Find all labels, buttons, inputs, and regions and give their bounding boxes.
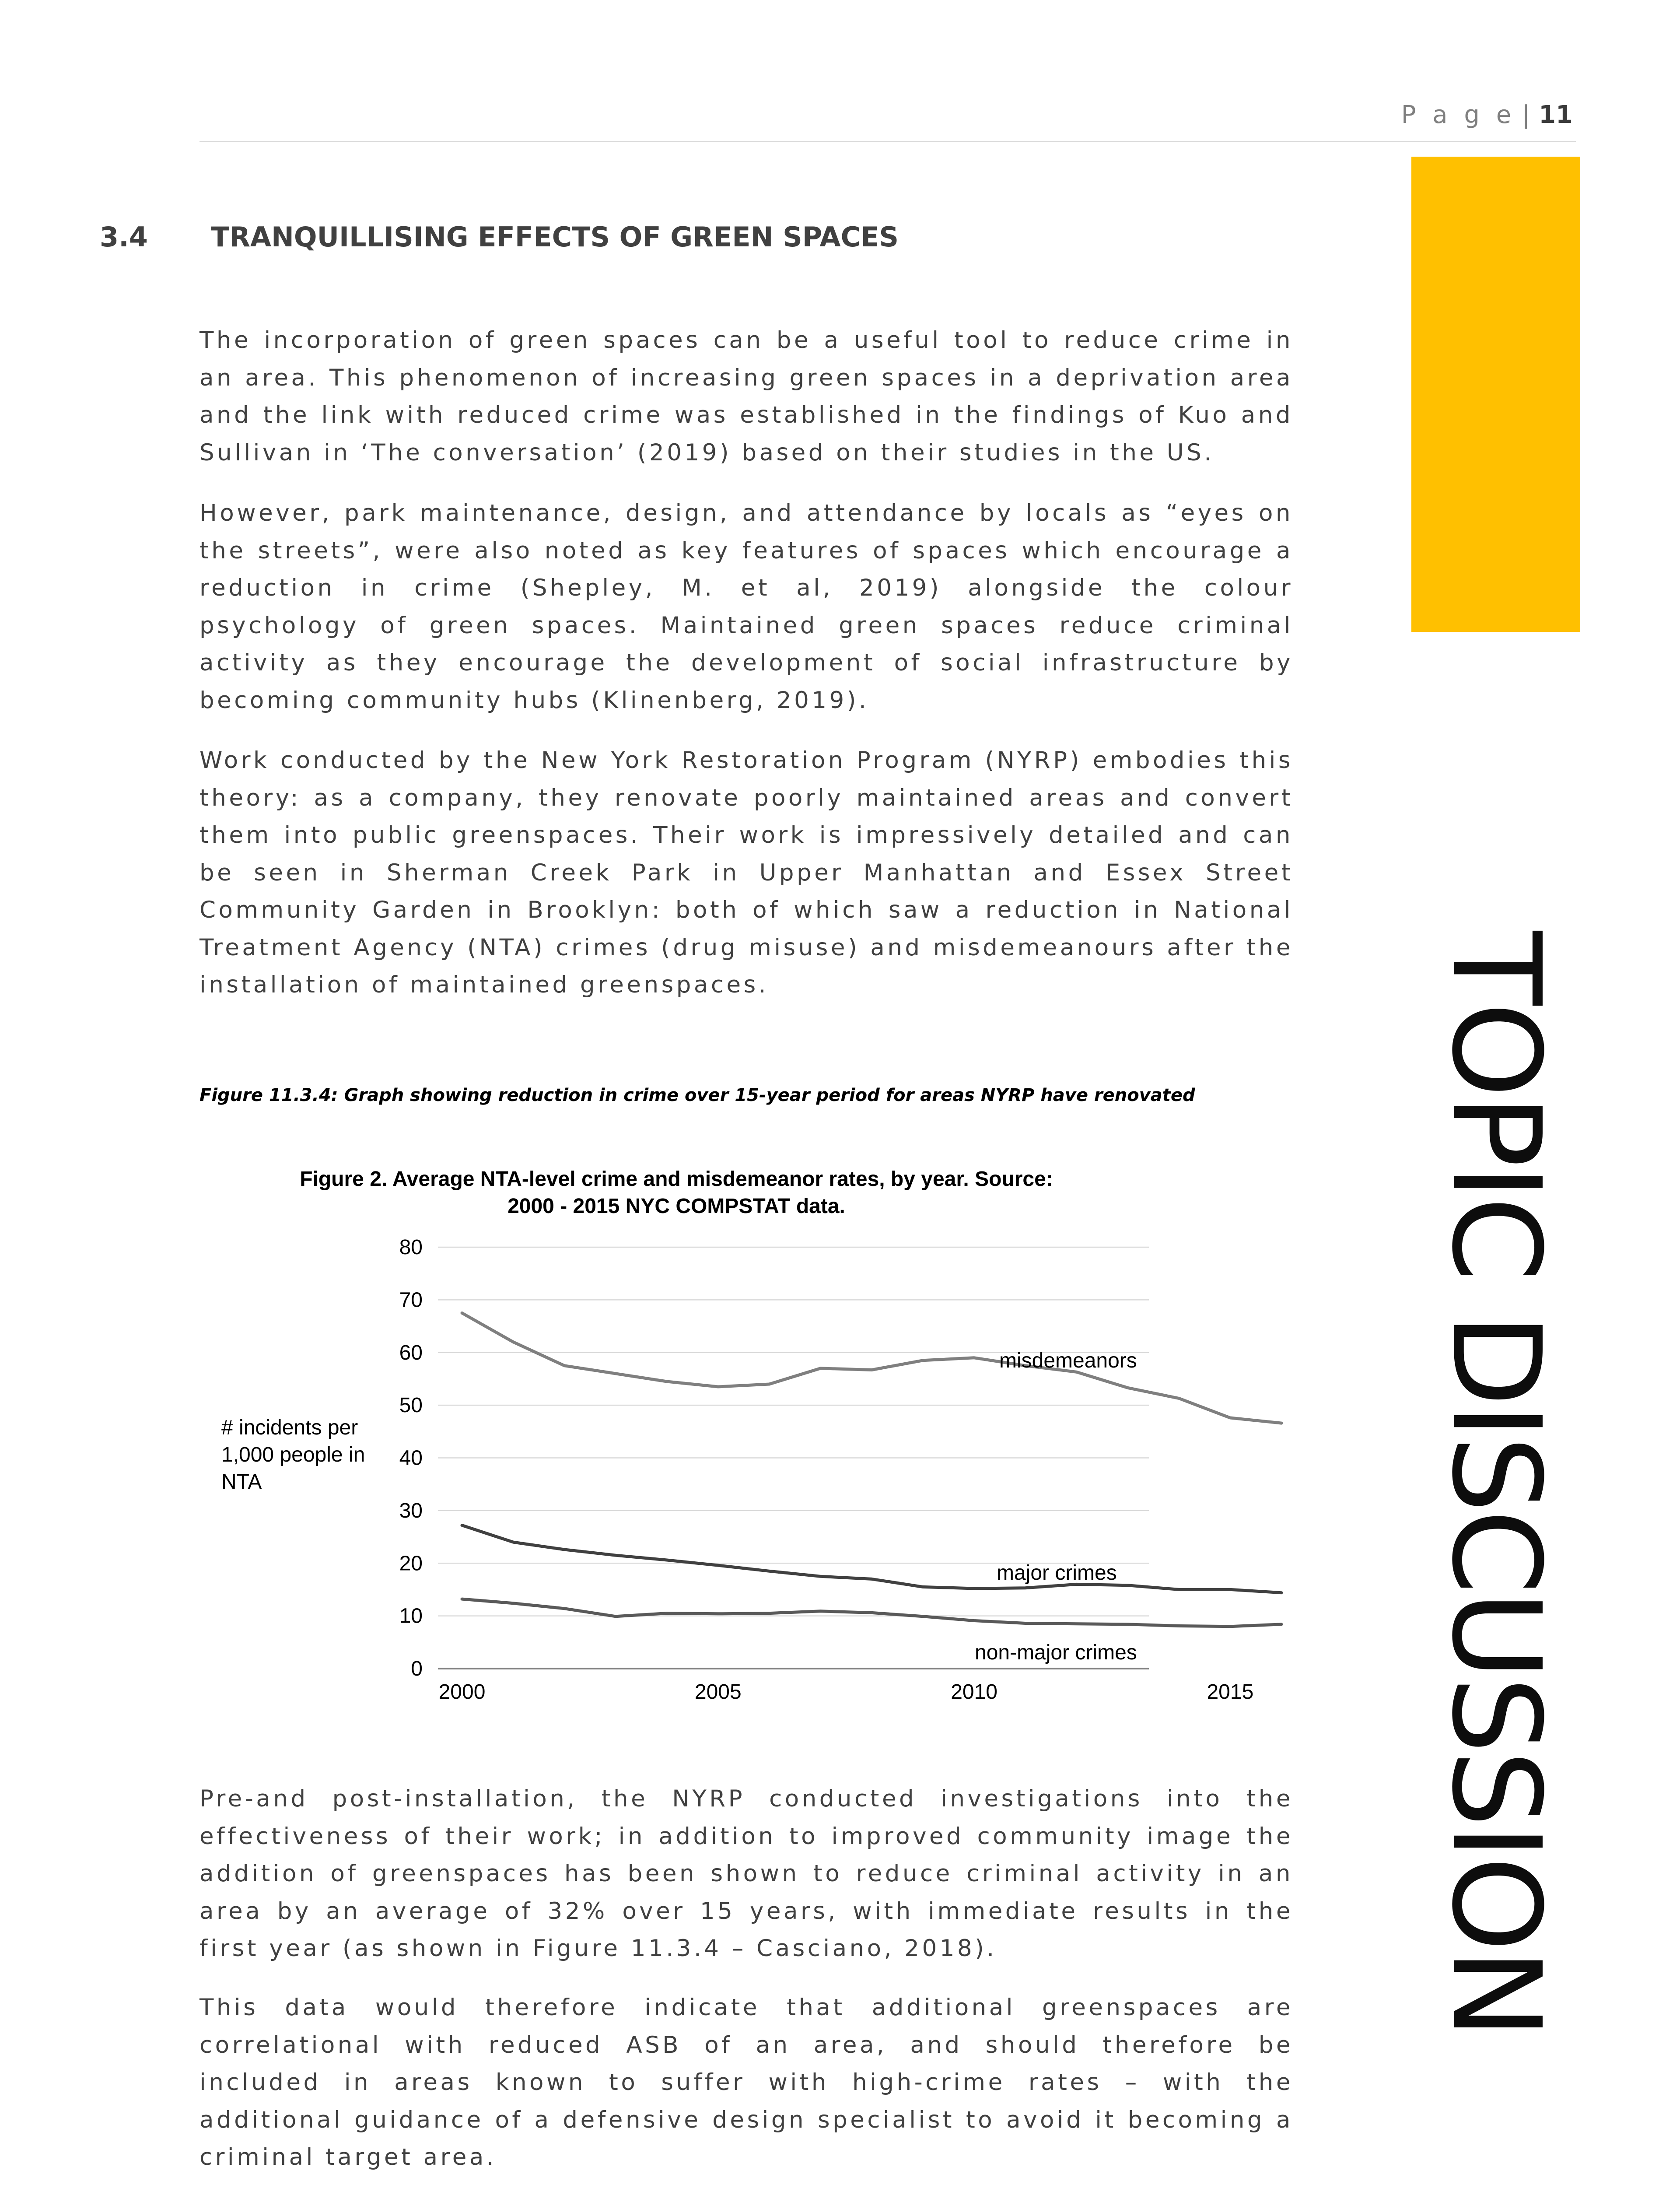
page-number: 11 [1539,101,1573,129]
y-tick-label: 10 [399,1604,423,1628]
y-tick-label: 50 [399,1394,423,1417]
series-line-non-major-crimes [462,1599,1281,1627]
chart-title-line-1: Figure 2. Average NTA-level crime and misdemeanor rates, by year. Source: [300,1168,1053,1191]
section-title: TRANQUILLISING EFFECTS OF GREEN SPACES [211,221,899,253]
y-tick-label: 40 [399,1446,423,1470]
y-axis-label [221,1416,365,1494]
figure-caption: Figure 11.3.4: Graph showing reduction in crime over 15-year period for areas NYRP have renovated [200,1085,1195,1105]
x-axis-ticks [439,1680,1254,1704]
y-tick-label: 20 [399,1552,423,1575]
side-tab [1410,726,1581,2188]
y-tick-label: 0 [411,1657,423,1680]
side-tab-label: TOPIC DISCUSSION [1425,931,1567,2036]
y-tick-label: 80 [399,1236,423,1259]
section-number: 3.4 [100,221,148,253]
y-axis-label-line-2: 1,000 people in [221,1443,365,1466]
page-separator: | [1522,101,1535,129]
y-tick-label: 60 [399,1341,423,1364]
page-label: P a g e [1401,101,1516,129]
x-tick-label: 2005 [694,1680,742,1704]
series-line-misdemeanors [462,1313,1281,1424]
series-labels [975,1349,1137,1664]
x-tick-label: 2015 [1207,1680,1254,1704]
header-divider [200,141,1576,142]
series-line-major-crimes [462,1525,1281,1593]
crime-rate-chart [200,1147,1254,1729]
y-axis-ticks [399,1236,423,1680]
chart-series [462,1313,1281,1627]
chart-title-line-2: 2000 - 2015 NYC COMPSTAT data. [508,1195,845,1218]
paragraph-3: Work conducted by the New York Restoration Program (NYRP) embodies this theory: as a company, they renovate poorly maintained areas and convert them into public greenspaces. Their work is impressively detailed and can be seen in Sherman Creek Park in Upper Manhattan and Essex Street Community Garden in Brooklyn: both of which saw a reduction in National Treatment Agency (NTA) crimes (drug misuse) and misdemeanours after the installation of maintained greenspaces. [200,747,1293,998]
paragraph-5: This data would therefore indicate that additional greenspaces are correlational with reduced ASB of an area, and should therefore be included in areas known to suffer with high-crime rates – with the additional guidance of a defensive design specialist to avoid it becoming a criminal target area. [200,1994,1293,2170]
y-axis-label-line-1: # incidents per [221,1416,358,1439]
series-label-misdemeanors: misdemeanors [999,1349,1137,1372]
y-tick-label: 30 [399,1499,423,1522]
paragraph-4: Pre-and post-installation, the NYRP conducted investigations into the effectiveness of their work; in addition to improved community image the addition of greenspaces has been shown to reduce criminal activity in an area by an average of 32% over 15 years, with immediate results in the first year (as shown in Figure 11.3.4 – Casciano, 2018). [200,1785,1293,1962]
y-axis-label-line-3: NTA [221,1470,262,1494]
paragraph-1: The incorporation of green spaces can be a useful tool to reduce crime in an area. This phenomenon of increasing green spaces in a deprivation area and the link with reduced crime was established in the findings of Kuo and Sullivan in ‘The conversation’ (2019) based on their studies in the US. [200,327,1293,466]
x-tick-label: 2000 [438,1680,486,1704]
accent-block [1411,157,1580,632]
series-label-non-major-crimes: non-major crimes [975,1641,1137,1664]
x-tick-label: 2010 [951,1680,998,1704]
page-number-header [1401,101,1573,129]
paragraph-2: However, park maintenance, design, and attendance by locals as “eyes on the streets”, were also noted as key features of spaces which encourage a reduction in crime (Shepley, M. et al, 2019) alongside the colour psychology of green spaces. Maintained green spaces reduce criminal activity as they encourage the development of social infrastructure by becoming community hubs (Klinenberg, 2019). [200,500,1293,714]
series-label-major-crimes: major crimes [997,1561,1117,1585]
y-tick-label: 70 [399,1288,423,1312]
